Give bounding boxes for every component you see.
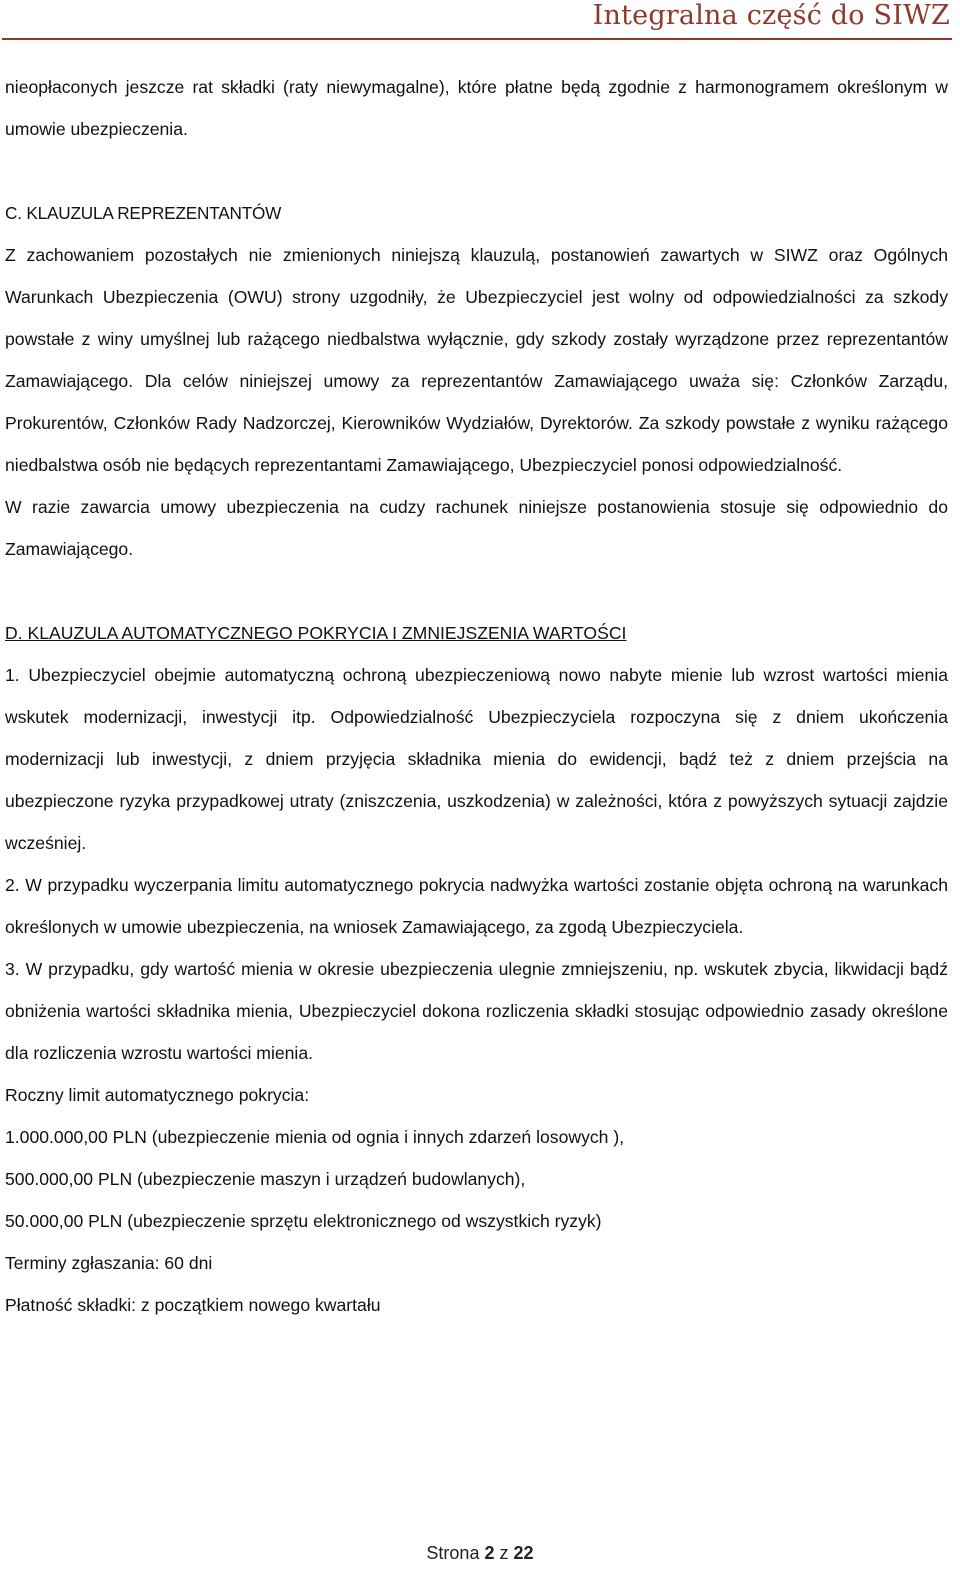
- limit-label: Roczny limit automatycznego pokrycia:: [5, 1085, 310, 1105]
- section-d-heading: D. KLAUZULA AUTOMATYCZNEGO POKRYCIA I ZMNIEJSZENIA WARTOŚCI: [5, 623, 627, 643]
- footer-separator: z: [499, 1543, 509, 1563]
- footer-prefix: Strona: [426, 1543, 480, 1563]
- section-d-paragraph-2: 2. W przypadku wyczerpania limitu automatycznego pokrycia nadwyżka wartości zostanie objęta ochroną na warunkach określonych w umowie ubezpieczenia, na wniosek Zamawiającego, za zgodą Ubezpieczyciela.: [5, 875, 948, 937]
- reporting-terms: Terminy zgłaszania: 60 dni: [5, 1253, 213, 1273]
- header-divider: [2, 38, 952, 40]
- premium-payment: Płatność składki: z początkiem nowego kwartału: [5, 1295, 381, 1315]
- intro-paragraph: nieopłaconych jeszcze rat składki (raty niewymagalne), które płatne będą zgodnie z harmonogramem określonym w umowie ubezpieczenia.: [5, 77, 948, 139]
- footer-page-number: 2: [484, 1543, 495, 1563]
- limit-item-fire: 1.000.000,00 PLN (ubezpieczenie mienia od ognia i innych zdarzeń losowych ),: [5, 1127, 625, 1147]
- spacer: [5, 570, 948, 612]
- section-c-paragraph-1: Z zachowaniem pozostałych nie zmienionych niniejszą klauzulą, postanowień zawartych w SIWZ oraz Ogólnych Warunkach Ubezpieczenia (OWU) strony uzgodniły, że Ubezpieczyciel jest wolny od odpowiedzialności za szkody powstałe z winy umyślnej lub rażącego niedbalstwa wyłącznie, gdy szkody zostały wyrządzone przez reprezentantów Zamawiającego. Dla celów niniejszej umowy za reprezentantów Zamawiającego uważa się: Członków Zarządu, Prokurentów, Członków Rady Nadzorczej, Kierowników Wydziałów, Dyrektorów. Za szkody powstałe z wyniku rażącego niedbalstwa osób nie będących reprezentantami Zamawiającego, Ubezpieczyciel ponosi odpowiedzialność.: [5, 245, 948, 475]
- page-footer: [0, 1543, 960, 1564]
- section-c-paragraph-2: W razie zawarcia umowy ubezpieczenia na cudzy rachunek niniejsze postanowienia stosuje się odpowiednio do Zamawiającego.: [5, 497, 948, 559]
- limit-item-machines: 500.000,00 PLN (ubezpieczenie maszyn i urządzeń budowlanych),: [5, 1169, 526, 1189]
- page-body: [5, 66, 948, 1326]
- limit-item-electronics: 50.000,00 PLN (ubezpieczenie sprzętu elektronicznego od wszystkich ryzyk): [5, 1211, 602, 1231]
- spacer: [5, 150, 948, 192]
- header-title: Integralna część do SIWZ: [592, 0, 950, 31]
- section-d-paragraph-3: 3. W przypadku, gdy wartość mienia w okresie ubezpieczenia ulegnie zmniejszeniu, np. wskutek zbycia, likwidacji bądź obniżenia wartości składnika mienia, Ubezpieczyciel dokona rozliczenia składki stosując odpowiednio zasady określone dla rozliczenia wzrostu wartości mienia.: [5, 959, 948, 1063]
- section-d-paragraph-1: 1. Ubezpieczyciel obejmie automatyczną ochroną ubezpieczeniową nowo nabyte mienie lub wzrost wartości mienia wskutek modernizacji, inwestycji itp. Odpowiedzialność Ubezpieczyciela rozpoczyna się z dniem ukończenia modernizacji lub inwestycji, z dniem przyjęcia składnika mienia do ewidencji, bądź też z dniem przejścia na ubezpieczone ryzyka przypadkowej utraty (zniszczenia, uszkodzenia) w zależności, która z powyższych sytuacji zajdzie wcześniej.: [5, 665, 948, 853]
- footer-page-total: 22: [513, 1543, 534, 1563]
- section-c-heading: C. KLAUZULA REPREZENTANTÓW: [5, 203, 282, 223]
